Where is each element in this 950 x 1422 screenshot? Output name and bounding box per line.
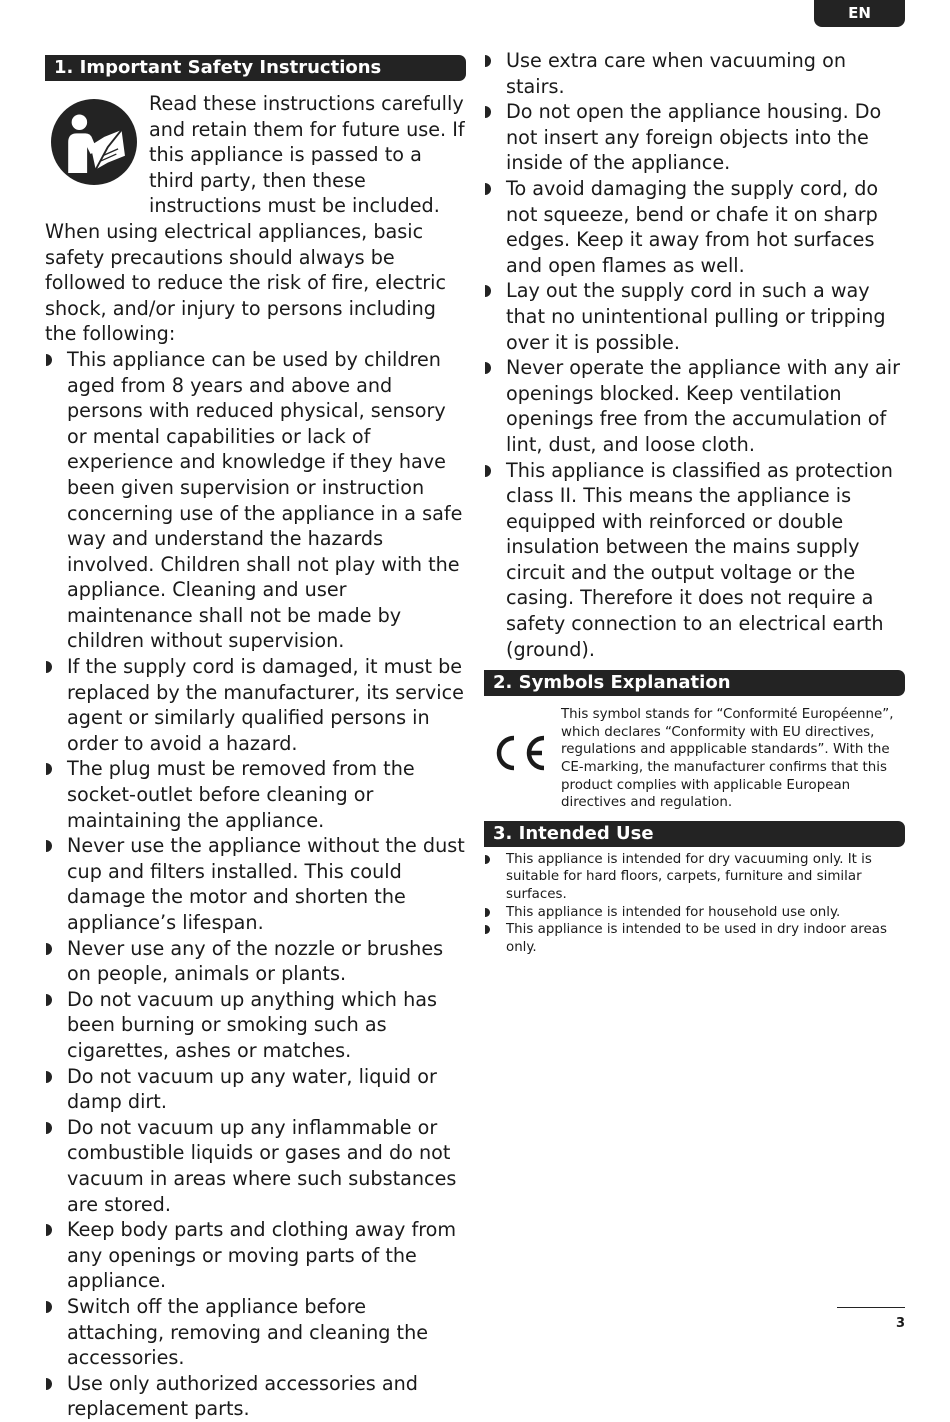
section1-lead: When using electrical appliances, basic safety precautions should always be followed to reduce the risk of fire, electric shock, and/or injury to persons including the following: — [45, 219, 447, 346]
bullet-icon — [485, 855, 490, 864]
bullet-icon — [46, 1071, 52, 1083]
bullet-icon — [46, 763, 52, 775]
list-item — [45, 347, 466, 654]
list-item — [484, 176, 905, 278]
bullet-icon — [46, 994, 52, 1006]
safety-list-right — [484, 48, 905, 662]
bullet-icon — [485, 55, 491, 67]
list-item-text: Use only authorized accessories and replacement parts. — [67, 1371, 418, 1421]
read-manual-icon — [51, 99, 137, 185]
section1-heading: 1. Important Safety Instructions — [45, 55, 466, 81]
bullet-icon — [46, 1122, 52, 1134]
list-item — [45, 1064, 466, 1115]
bullet-icon — [485, 465, 491, 477]
footer-rule — [837, 1307, 905, 1308]
symbol-row — [484, 706, 905, 812]
list-item-text: Never use the appliance without the dust cup and filters installed. This could damage the motor and shorten the appliance’s lifespan. — [67, 834, 465, 934]
list-item-text: This appliance is classified as protection class II. This means the appliance is equipped with reinforced or double insulation between the mains supply circuit and the output voltage or the casing. Therefore it does not require a safety connection to an electrical earth (ground). — [506, 458, 893, 661]
bullet-icon — [46, 943, 52, 955]
list-item-text: This appliance is intended to be used in dry indoor areas only. — [506, 922, 887, 955]
list-item — [484, 851, 905, 904]
list-item-text: Switch off the appliance before attaching, removing and cleaning the accessories. — [67, 1294, 429, 1370]
list-item-text: Never use any of the nozzle or brushes on people, animals or plants. — [67, 936, 444, 986]
list-item-text: Never operate the appliance with any air openings blocked. Keep ventilation openings free from the accumulation of lint, dust, and loose cloth. — [506, 356, 900, 456]
list-item-text: To avoid damaging the supply cord, do not squeeze, bend or chafe it on sharp edges. Keep it away from hot surfaces and open flames as well. — [506, 176, 879, 277]
intended-use — [484, 851, 905, 957]
bullet-icon — [46, 1224, 52, 1236]
page-number: 3 — [895, 1316, 905, 1331]
list-item-text: Keep body parts and clothing away from any openings or moving parts of the appliance. — [67, 1218, 457, 1293]
list-item-text: This appliance can be used by children aged from 8 years and above and persons with reduced physical, sensory or mental capabilities or lack of experience and knowledge if they have been given supervision or instruction concerning use of the appliance in a safe way and understand the hazards involved. Children shall not play with the appliance. Cleaning and user maintenance shall not be made by children without supervision. — [67, 347, 463, 653]
bullet-icon — [485, 925, 490, 934]
list-item — [484, 458, 905, 663]
list-item-text: Do not vacuum up anything which has been burning or smoking such as cigarettes, ashes or matches. — [67, 987, 437, 1062]
list-item-text: This appliance is intended for household use only. — [506, 904, 841, 920]
bullet-icon — [46, 1301, 52, 1313]
list-item — [45, 1115, 466, 1217]
list-item — [45, 654, 466, 756]
list-item — [45, 1371, 466, 1422]
list-item — [484, 48, 905, 99]
list-item — [484, 921, 905, 956]
intended-use-list — [484, 851, 905, 957]
list-item-text: If the supply cord is damaged, it must be replaced by the manufacturer, its service agent or similarly qualified persons in order to avoid a hazard. — [67, 655, 464, 755]
bullet-icon — [46, 840, 52, 852]
list-item-text: Use extra care when vacuuming on stairs. — [506, 49, 846, 98]
list-item-text: Lay out the supply cord in such a way that no unintentional pulling or tripping over it is possible. — [506, 279, 886, 354]
list-item — [484, 904, 905, 922]
list-item-text: The plug must be removed from the socket-outlet before cleaning or maintaining the appliance. — [67, 757, 415, 832]
list-item-text: Do not vacuum up any inflammable or combustible liquids or gases and do not vacuum in areas where such substances are stored. — [67, 1115, 457, 1216]
bullet-icon — [485, 183, 491, 195]
list-item — [484, 99, 905, 176]
list-item — [45, 987, 466, 1064]
bullet-icon — [46, 1378, 52, 1390]
list-item — [45, 756, 466, 833]
bullet-icon — [485, 285, 491, 297]
symbol-text: This symbol stands for “Conformité Européenne”, which declares “Conformity with EU directives, regulations and appplicable standards”. With the CE-marking, the manufacturer confirms that this product complies with applicable European directives and regulation. — [561, 707, 894, 811]
bullet-icon — [485, 362, 491, 374]
bullet-icon — [46, 661, 52, 673]
section1-intro — [45, 91, 466, 219]
bullet-icon — [485, 908, 490, 917]
list-item — [484, 355, 905, 457]
safety-list-left — [45, 347, 466, 1422]
section3-heading: 3. Intended Use — [484, 821, 905, 847]
language-tab: EN — [814, 0, 905, 27]
list-item — [484, 278, 905, 355]
list-item — [45, 1217, 466, 1294]
right-column — [484, 48, 905, 956]
list-item-text: This appliance is intended for dry vacuuming only. It is suitable for hard floors, carpets, furniture and similar surfaces. — [506, 851, 872, 902]
list-item-text: Do not open the appliance housing. Do not insert any foreign objects into the inside of the appliance. — [506, 100, 882, 175]
list-item — [45, 833, 466, 935]
left-column — [45, 55, 466, 1422]
section2-heading: 2. Symbols Explanation — [484, 670, 905, 696]
list-item-text: Do not vacuum up any water, liquid or damp dirt. — [67, 1064, 437, 1114]
ce-mark-icon — [490, 732, 548, 774]
list-item — [45, 936, 466, 987]
intro-text: Read these instructions carefully and retain them for future use. If this appliance is passed to a third party, then these instructions must be included. — [149, 92, 465, 218]
list-item — [45, 1294, 466, 1371]
bullet-icon — [485, 106, 491, 118]
bullet-icon — [46, 354, 52, 366]
